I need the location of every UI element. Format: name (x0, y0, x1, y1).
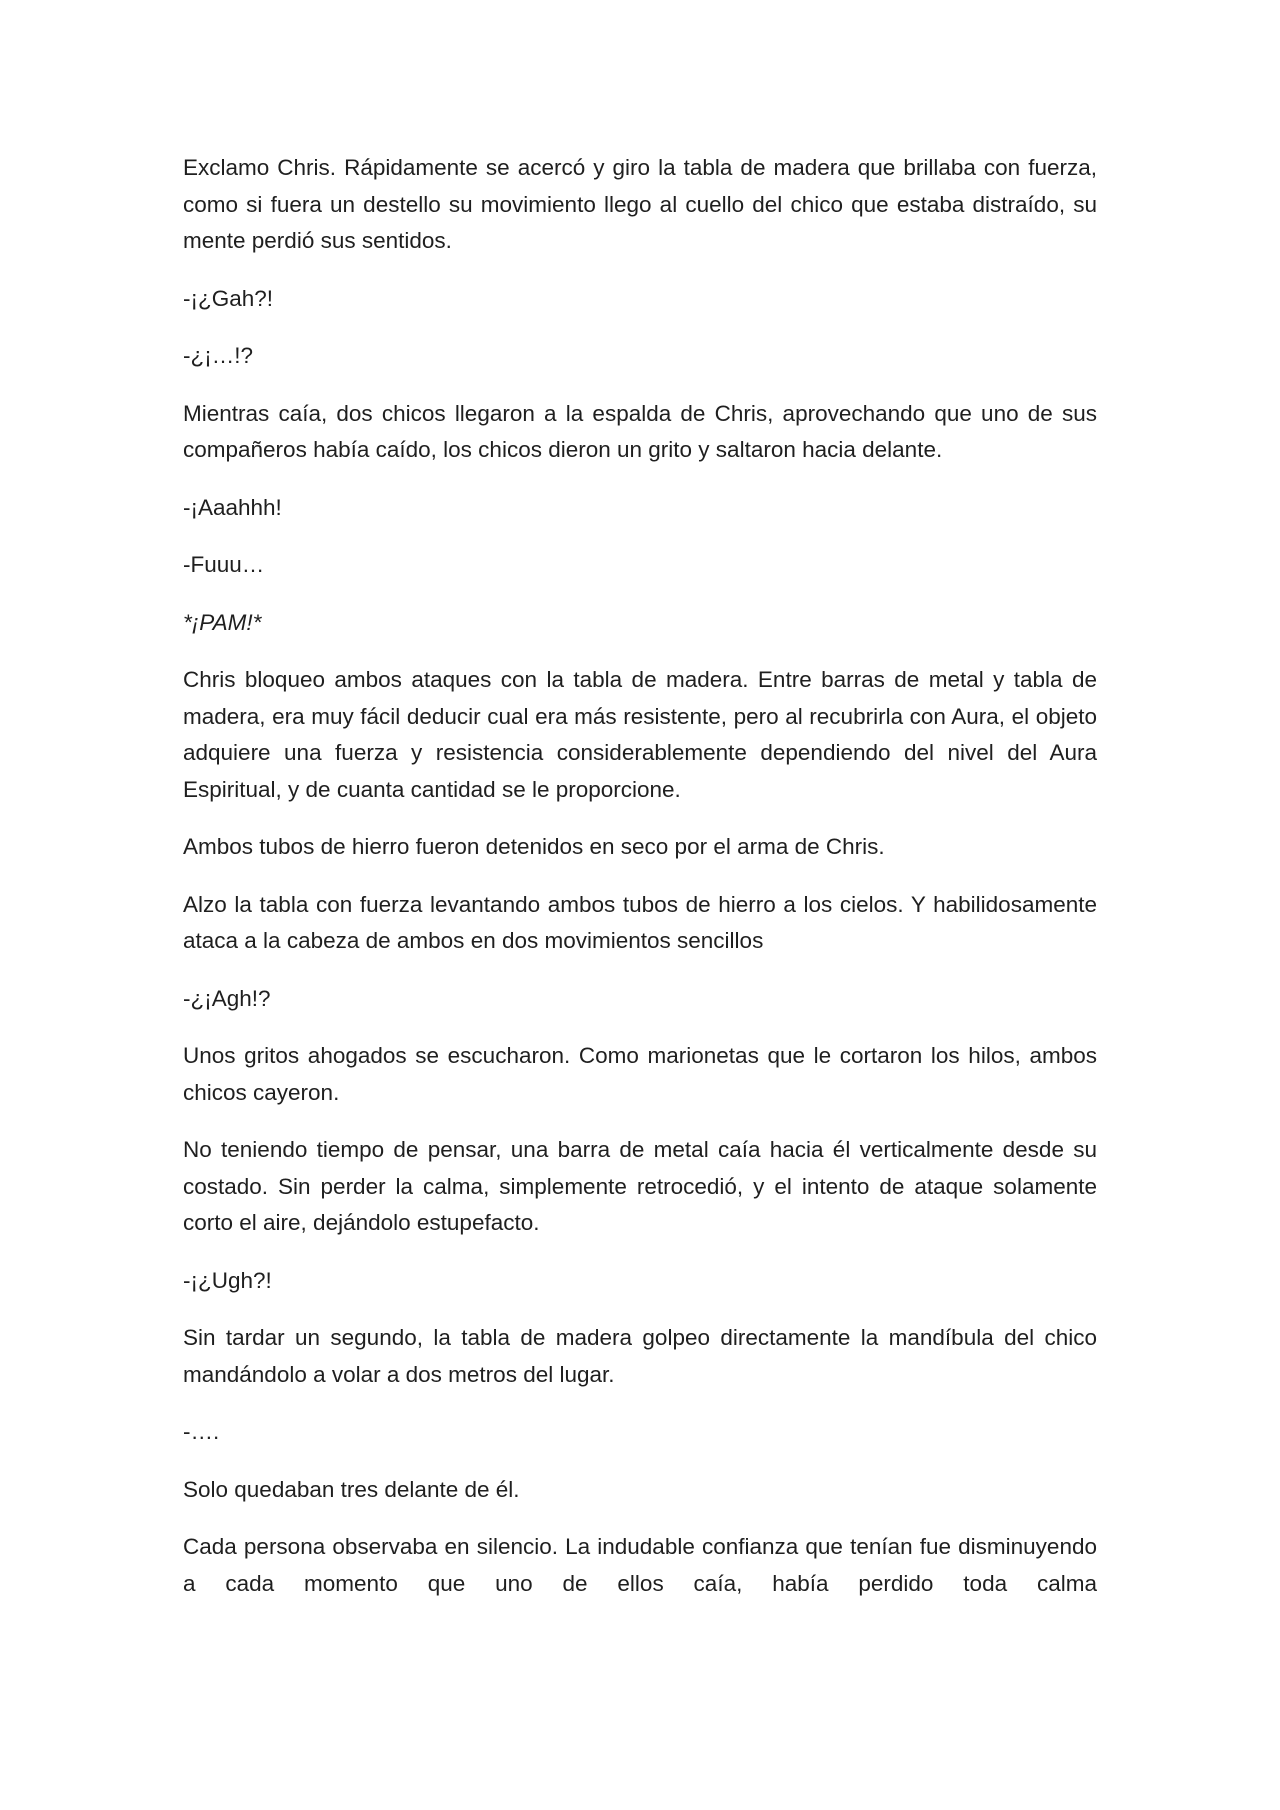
dialogue-ugh: -¡¿Ugh?! (183, 1267, 272, 1293)
paragraph-9: Solo quedaban tres delante de él. (183, 1476, 520, 1502)
paragraph-3: Chris bloqueo ambos ataques con la tabla de madera. Entre barras de metal y tabla de madera, era muy fácil deducir cual era más resistente, pero al recubrirla con Aura, el objeto adquiere una fuerza y resistencia considerablemente dependiendo del nivel del Aura Espiritual, y de cuanta cantidad se le proporcione. (183, 667, 1097, 802)
dialogue-fuuu: -Fuuu… (183, 552, 265, 577)
paragraph-2: Mientras caía, dos chicos llegaron a la espalda de Chris, aprovechando que uno de sus compañeros había caído, los chicos dieron un grito y saltaron hacia delante. (183, 400, 1097, 462)
paragraph-5: Alzo la tabla con fuerza levantando ambos tubos de hierro a los cielos. Y habilidosamente ataca a la cabeza de ambos en dos movimientos sencillos (183, 891, 1097, 953)
dialogue-gah: -¡¿Gah?! (183, 285, 274, 311)
dialogue-agh: -¿¡Agh!? (183, 985, 271, 1011)
dialogue-silence: -…. (183, 1419, 220, 1444)
paragraph-8: Sin tardar un segundo, la tabla de madera golpeo directamente la mandíbula del chico mandándolo a volar a dos metros del lugar. (183, 1325, 1097, 1387)
paragraph-6: Unos gritos ahogados se escucharon. Como marionetas que le cortaron los hilos, ambos chicos cayeron. (183, 1043, 1097, 1105)
paragraph-7: No teniendo tiempo de pensar, una barra de metal caía hacia él verticalmente desde su costado. Sin perder la calma, simplemente retrocedió, y el intento de ataque solamente corto el aire, dejándolo estupefacto. (183, 1137, 1097, 1235)
paragraph-4: Ambos tubos de hierro fueron detenidos en seco por el arma de Chris. (183, 834, 885, 859)
document-page (183, 150, 1097, 1602)
dialogue-aaahhh: -¡Aaahhh! (183, 494, 282, 520)
paragraph-10: Cada persona observaba en silencio. La indudable confianza que tenían fue disminuyendo a cada momento que uno de ellos caía, había perdido toda calma (183, 1534, 1097, 1596)
sound-effect-pam: *¡PAM!* (183, 609, 262, 635)
dialogue-ellipsis: -¿¡…!? (183, 343, 253, 368)
paragraph-1: Exclamo Chris. Rápidamente se acercó y giro la tabla de madera que brillaba con fuerza, como si fuera un destello su movimiento llego al cuello del chico que estaba distraído, su mente perdió sus sentidos. (183, 155, 1097, 253)
